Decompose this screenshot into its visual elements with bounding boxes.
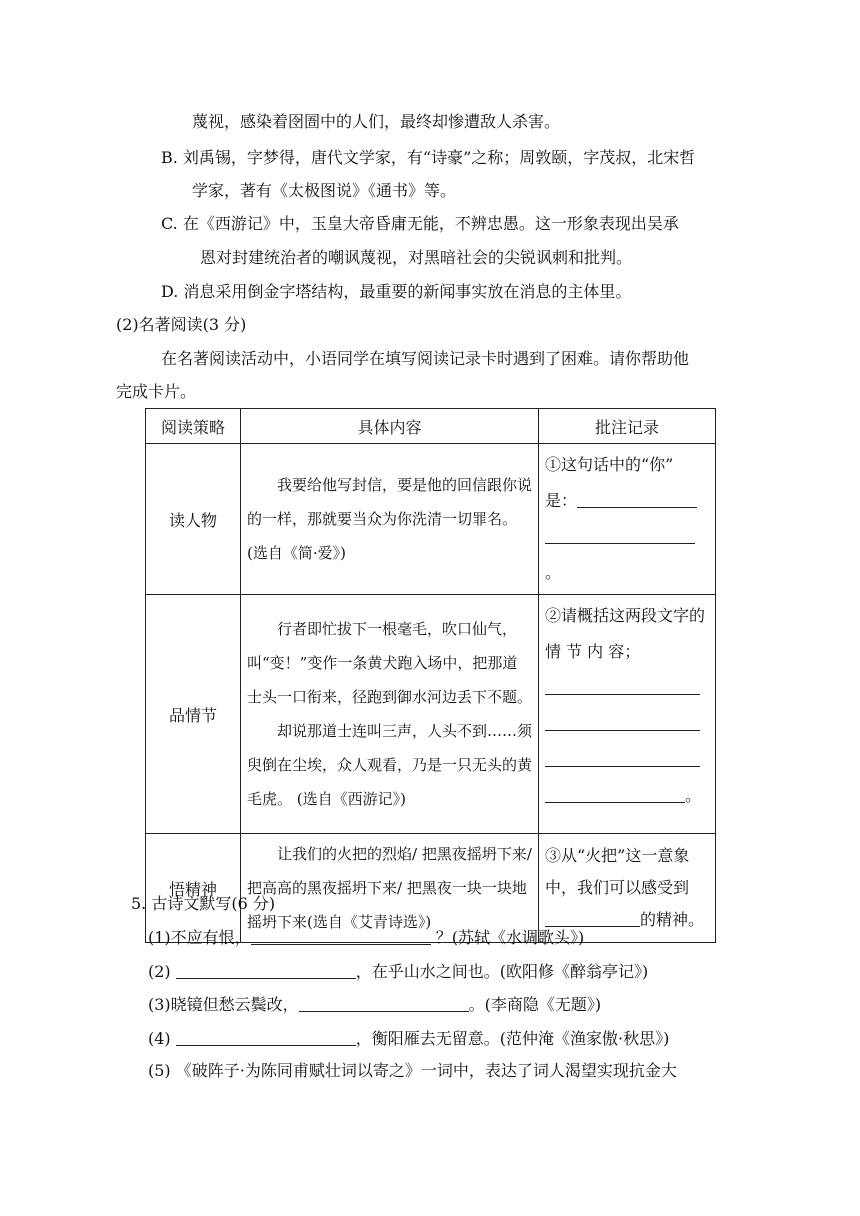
item-prefix: (4) (148, 1029, 176, 1048)
answer-blank[interactable] (545, 908, 640, 927)
subsection-title: (2)名著阅读(3 分) (116, 315, 247, 334)
answer-blank[interactable] (545, 525, 695, 544)
recitation-item (148, 1027, 669, 1050)
section-title: 5. 古诗文默写(6 分) (131, 894, 276, 913)
answer-blank[interactable] (545, 712, 700, 731)
recitation-item (148, 960, 648, 983)
text-line: 恩对封建统治者的嘲讽蔑视，对黑暗社会的尖锐讽刺和批判。 (200, 248, 633, 267)
period-mark: 。 (685, 786, 702, 805)
instruction-text: 在名著阅读活动中，小语同学在填写阅读记录卡时遇到了困难。请你帮助他 (161, 349, 690, 368)
quote-text: 行者即忙拔下一根毫毛，吹口仙气，叫“变！”变作一条黄犬跑入场中，把那道士头一口衔来，径跑到御水河边丢下不题。 (247, 620, 533, 706)
answer-blank[interactable] (545, 748, 700, 767)
instruction-text: 完成卡片。 (116, 382, 197, 401)
strategy-cell: 读人物 (146, 444, 241, 595)
option-b: B. 刘禹锡，字梦得，唐代文学家，有“诗豪”之称；周敦颐，字茂叔，北宋哲 (161, 148, 696, 167)
item-prefix: (1)不应有恨， (148, 928, 251, 947)
answer-blank[interactable] (577, 489, 697, 508)
table-row (146, 595, 716, 834)
item-suffix: 。(李商隐《无题》) (468, 995, 602, 1014)
answer-blank[interactable] (176, 960, 356, 979)
period-mark: 。 (545, 563, 562, 582)
note-prompt: ①这句话中的“你” (545, 455, 674, 474)
recitation-item (148, 926, 584, 949)
note-label: 是： (545, 491, 578, 510)
option-d: D. 消息采用倒金字塔结构，最重要的新闻事实放在消息的主体里。 (161, 282, 632, 301)
note-cell (539, 595, 716, 834)
strategy-cell: 悟精神 (146, 834, 241, 943)
item-suffix: ，在乎山水之间也。(欧阳修《醉翁亭记》) (355, 962, 649, 981)
table-header: 阅读策略 (146, 409, 241, 444)
table-row (146, 444, 716, 595)
text-line: 学家，著有《太极图说》《通书》等。 (192, 181, 457, 200)
answer-blank[interactable] (176, 1027, 356, 1046)
note-cell (539, 444, 716, 595)
note-suffix: 的精神。 (640, 910, 705, 929)
answer-blank[interactable] (299, 993, 469, 1012)
table-header-row (146, 409, 716, 444)
quote-text: 却说那道士连叫三声，人头不到……须臾倒在尘埃，众人观看，乃是一只无头的黄毛虎。 (选自《西游记》) (247, 722, 533, 808)
answer-blank[interactable] (545, 676, 700, 695)
recitation-item (148, 1060, 677, 1082)
strategy-cell: 品情节 (146, 595, 241, 834)
table-header: 具体内容 (241, 409, 539, 444)
quote-text: 让我们的火把的烈焰/ 把黑夜摇坍下来/ 把高高的黑夜摇坍下来/ 把黑夜一块一块地摇坍下来(选自《艾青诗选》) (247, 845, 532, 931)
reading-record-table (145, 408, 716, 943)
answer-blank[interactable] (251, 926, 431, 945)
table-header: 批注记录 (539, 409, 716, 444)
note-prompt: ③从“火把”这一意象中，我们可以感受到 (545, 846, 690, 897)
text-line: 蔑视，感染着囹圄中的人们，最终却惨遭敌人杀害。 (192, 112, 561, 131)
recitation-item (148, 993, 601, 1016)
content-cell (241, 595, 539, 834)
answer-blank[interactable] (545, 784, 685, 803)
item-prefix: (5) 《破阵子·为陈同甫赋壮词以寄之》一词中，表达了词人渴望实现抗金大 (148, 1061, 677, 1080)
item-suffix: ？(苏轼《水调歌头》) (430, 928, 585, 947)
item-prefix: (2) (148, 962, 176, 981)
quote-text: 我要给他写封信，要是他的回信跟你说的一样，那就要当众为你洗清一切罪名。(选自《简·爱》) (247, 476, 533, 562)
item-prefix: (3)晓镜但愁云鬓改， (148, 995, 299, 1014)
item-suffix: ，衡阳雁去无留意。(范仲淹《渔家傲·秋思》) (355, 1029, 670, 1048)
content-cell (241, 444, 539, 595)
note-prompt: ②请概括这两段文字的 情 节 内 容； (545, 606, 706, 661)
option-c: C. 在《西游记》中，玉皇大帝昏庸无能，不辨忠愚。这一形象表现出吴承 (161, 214, 679, 233)
